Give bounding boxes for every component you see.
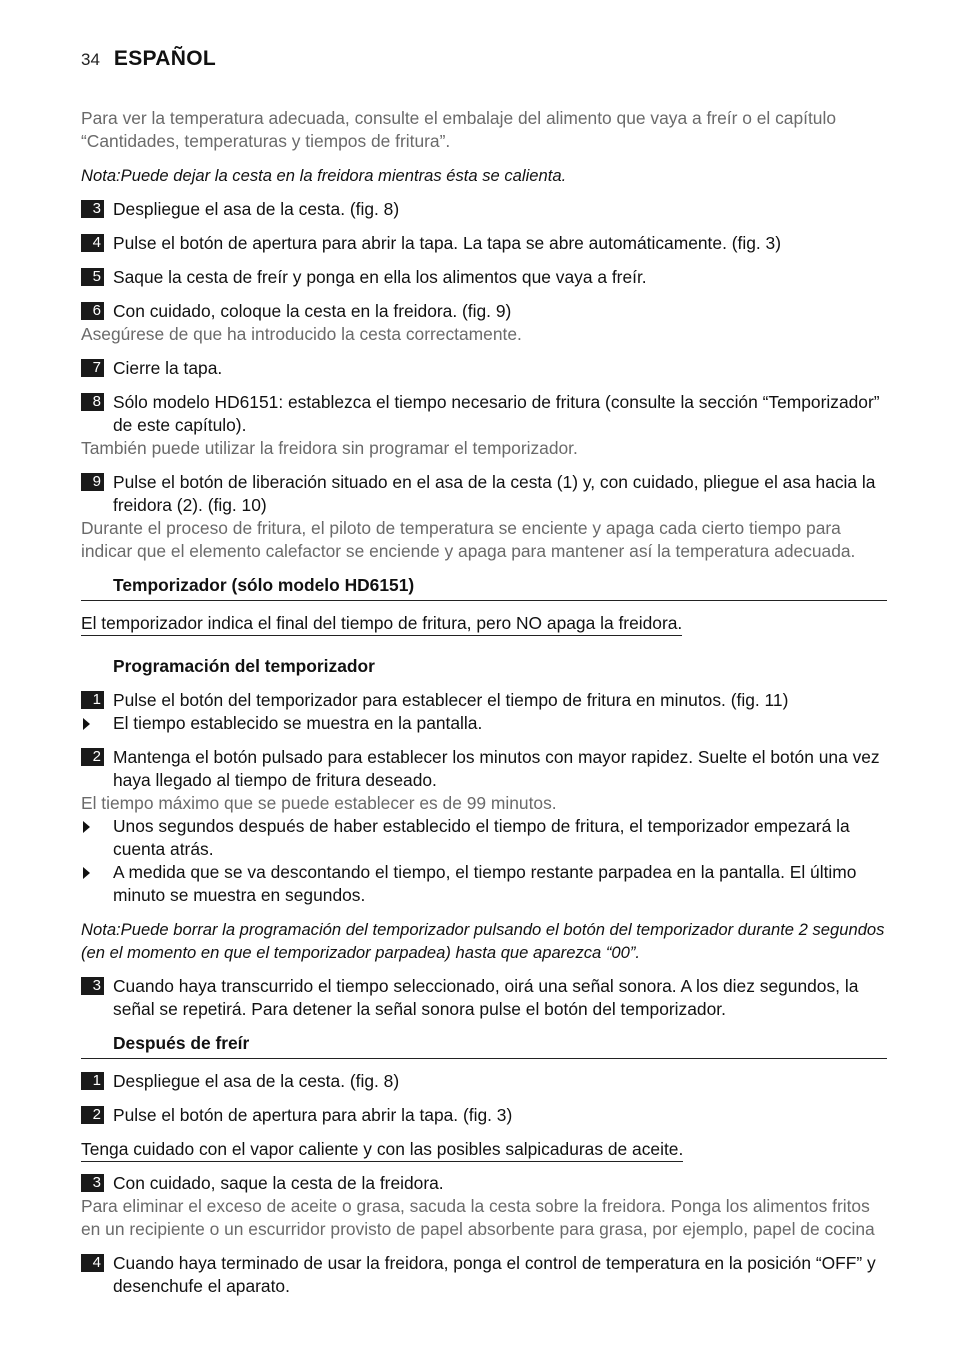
step-detail: También puede utilizar la freidora sin programar el temporizador. — [81, 438, 578, 458]
section-heading-timer: Temporizador (sólo modelo HD6151) — [81, 574, 887, 601]
timer-note: Nota:Puede borrar la programación del temporizador pulsando el botón del temporizador durante 2 segundos (en el momento en que el temporizador parpadea) hasta que aparezca “00”. — [81, 920, 885, 962]
step-text: Pulse el botón de apertura para abrir la tapa. (fig. 3) — [113, 1105, 513, 1125]
step-detail: Para eliminar el exceso de aceite o grasa, sacuda la cesta sobre la freidora. Ponga los alimentos fritos en un recipiente o un escurridor provisto de papel absorbente para grasa, por ejemplo, papel de cocina — [81, 1196, 875, 1239]
step-text: Cuando haya terminado de usar la freidora, ponga el control de temperatura en la posición “OFF” y desenchufe el aparato. — [113, 1253, 876, 1296]
step-number: 3 — [81, 977, 104, 995]
bullet-item — [81, 861, 887, 907]
step-text: Cuando haya transcurrido el tiempo seleccionado, oirá una señal sonora. A los diez segundos, la señal se repetirá. Para detener la señal sonora pulse el botón del temporizador. — [113, 976, 859, 1019]
step-text: Con cuidado, coloque la cesta en la freidora. (fig. 9) — [113, 301, 512, 321]
step-text: Cierre la tapa. — [113, 358, 223, 378]
bullet-triangle-icon — [81, 861, 113, 884]
subheading-timer-programming: Programación del temporizador — [113, 656, 375, 676]
step-number: 4 — [81, 234, 104, 252]
bullet-triangle-icon — [81, 815, 113, 838]
intro-note: Nota:Puede dejar la cesta en la freidora mientras ésta se calienta. — [81, 166, 567, 185]
step-number: 1 — [81, 1072, 104, 1090]
step-item — [81, 1104, 887, 1127]
step-item — [81, 198, 887, 221]
step-number: 9 — [81, 473, 104, 491]
step-text: Pulse el botón del temporizador para establecer el tiempo de fritura en minutos. (fig. 11) — [113, 690, 789, 710]
step-text: Mantenga el botón pulsado para establecer los minutos con mayor rapidez. Suelte el botón una vez haya llegado al tiempo de fritura deseado. — [113, 747, 880, 790]
step-number: 2 — [81, 1106, 104, 1124]
page-number: 34 — [81, 50, 100, 69]
bullet-text: A medida que se va descontando el tiempo, el tiempo restante parpadea en la pantalla. El último minuto se muestra en segundos. — [113, 862, 857, 905]
step-number: 8 — [81, 393, 104, 411]
step-number: 2 — [81, 748, 104, 766]
step-text: Pulse el botón de liberación situado en el asa de la cesta (1) y, con cuidado, pliegue el asa hacia la freidora (2). (fig. 10) — [113, 472, 876, 515]
section-heading-after-frying: Después de freír — [81, 1032, 887, 1059]
page-header — [81, 47, 216, 75]
step-item — [81, 1252, 887, 1298]
page-content — [81, 107, 887, 1298]
steam-warning-text: Tenga cuidado con el vapor caliente y con las posibles salpicaduras de aceite. — [81, 1139, 683, 1162]
step-text: Despliegue el asa de la cesta. (fig. 8) — [113, 199, 400, 219]
step-number: 5 — [81, 268, 104, 286]
language-title: ESPAÑOL — [113, 47, 216, 70]
step-item — [81, 357, 887, 380]
step-detail: Asegúrese de que ha introducido la cesta correctamente. — [81, 324, 522, 344]
bullet-triangle-icon — [81, 712, 113, 735]
step-text: Pulse el botón de apertura para abrir la tapa. La tapa se abre automáticamente. (fig. 3) — [113, 233, 782, 253]
step-number: 3 — [81, 1174, 104, 1192]
step-text: Con cuidado, saque la cesta de la freidora. — [113, 1173, 444, 1193]
step-item — [81, 471, 887, 517]
bullet-item — [81, 815, 887, 861]
max-time-note: El tiempo máximo que se puede establecer es de 99 minutos. — [81, 793, 557, 813]
bullet-text: Unos segundos después de haber establecido el tiempo de fritura, el temporizador empezará la cuenta atrás. — [113, 816, 850, 859]
step-item — [81, 300, 887, 323]
step-item — [81, 689, 887, 712]
steam-warning — [81, 1138, 887, 1161]
step-text: Saque la cesta de freír y ponga en ella los alimentos que vaya a freír. — [113, 267, 647, 287]
timer-warning-text: El temporizador indica el final del tiempo de fritura, pero NO apaga la freidora. — [81, 613, 682, 636]
step-item — [81, 746, 887, 792]
step-number: 3 — [81, 200, 104, 218]
step-item — [81, 975, 887, 1021]
bullet-text: El tiempo establecido se muestra en la pantalla. — [113, 713, 483, 733]
step-item — [81, 232, 887, 255]
step-number: 6 — [81, 302, 104, 320]
step-detail: Durante el proceso de fritura, el piloto de temperatura se enciente y apaga cada cierto tiempo para indicar que el elemento calefactor se enciende y apaga para mantener así la temperatura adecuada. — [81, 518, 856, 561]
step-item — [81, 391, 887, 437]
step-text: Despliegue el asa de la cesta. (fig. 8) — [113, 1071, 400, 1091]
step-text: Sólo modelo HD6151: establezca el tiempo necesario de fritura (consulte la sección “Temporizador” de este capítulo). — [113, 392, 880, 435]
step-number: 7 — [81, 359, 104, 377]
step-item — [81, 1172, 887, 1195]
bullet-item — [81, 712, 887, 735]
timer-warning — [81, 612, 887, 635]
step-number: 4 — [81, 1254, 104, 1272]
step-number: 1 — [81, 691, 104, 709]
step-item — [81, 266, 887, 289]
step-item — [81, 1070, 887, 1093]
intro-paragraph: Para ver la temperatura adecuada, consulte el embalaje del alimento que vaya a freír o el capítulo “Cantidades, temperaturas y tiempos de fritura”. — [81, 108, 837, 151]
